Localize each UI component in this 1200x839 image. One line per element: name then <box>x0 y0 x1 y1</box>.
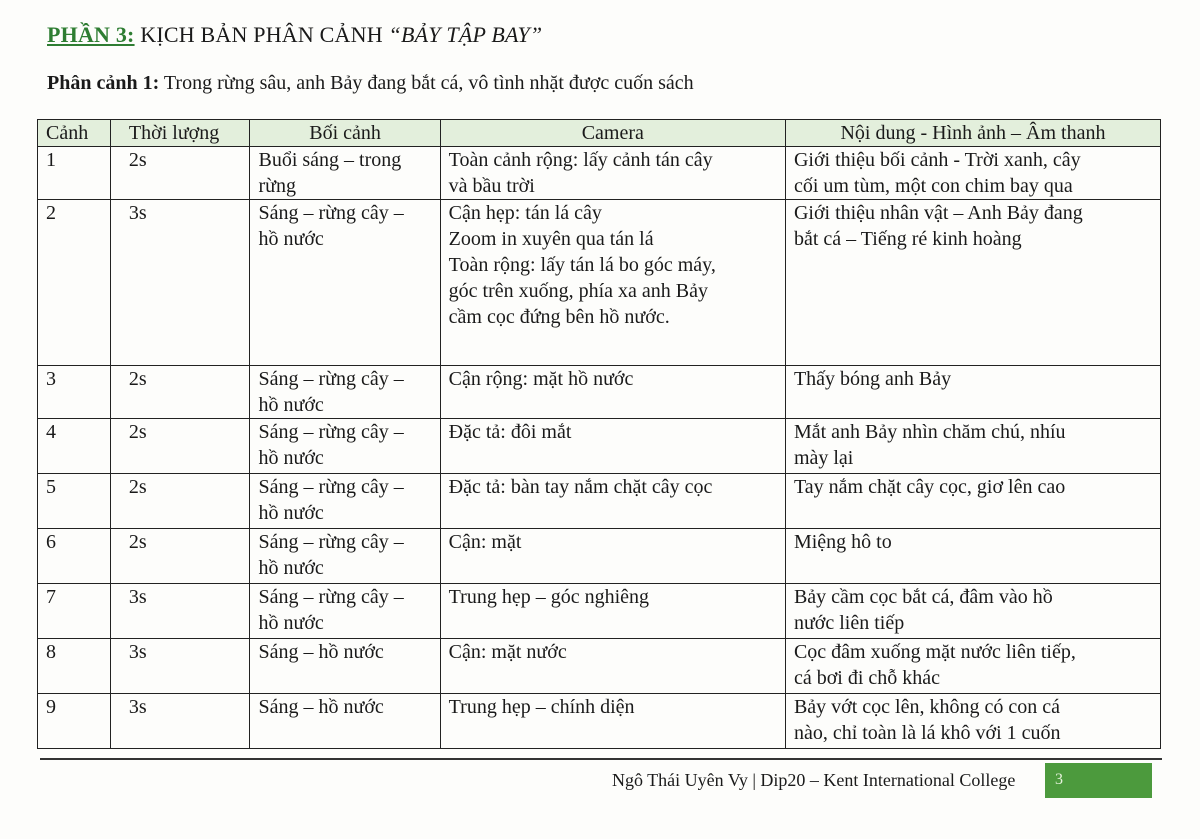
cell-duration: 2s <box>110 474 250 529</box>
page-number-badge: 3 <box>1045 763 1152 798</box>
cell-setting <box>250 584 440 639</box>
table-row <box>38 584 1161 639</box>
cell-scene: 4 <box>38 419 111 474</box>
column-header-duration: Thời lượng <box>110 120 250 147</box>
column-header-setting: Bối cảnh <box>250 120 440 147</box>
cell-scene: 7 <box>38 584 111 639</box>
cell-setting-line: hồ nước <box>258 612 324 634</box>
cell-camera-line: Đặc tả: bàn tay nắm chặt cây cọc <box>448 476 713 498</box>
cell-setting-line: Sáng – rừng cây – <box>258 421 404 443</box>
cell-camera <box>440 366 785 419</box>
cell-camera-line: cầm cọc đứng bên hồ nước. <box>448 306 670 328</box>
cell-content-line: mày lại <box>793 447 854 469</box>
cell-duration: 3s <box>110 584 250 639</box>
cell-content-line: Miệng hô to <box>793 531 892 553</box>
table-row <box>38 419 1161 474</box>
cell-setting <box>250 639 440 694</box>
cell-duration: 3s <box>110 639 250 694</box>
cell-content-line: bắt cá – Tiếng ré kinh hoàng <box>793 228 1022 250</box>
cell-setting <box>250 694 440 749</box>
cell-setting-line: hồ nước <box>258 394 324 416</box>
cell-setting-line: hồ nước <box>258 228 324 250</box>
cell-setting-line: Sáng – rừng cây – <box>258 476 404 498</box>
cell-content-line: Giới thiệu bối cảnh - Trời xanh, cây <box>793 149 1081 171</box>
cell-setting-line: hồ nước <box>258 557 324 579</box>
cell-content <box>785 474 1160 529</box>
column-header-content: Nội dung - Hình ảnh – Âm thanh <box>785 120 1160 147</box>
cell-setting-line: Sáng – rừng cây – <box>258 586 404 608</box>
cell-content-line: Bảy vớt cọc lên, không có con cá <box>793 696 1060 718</box>
cell-camera-line: Cận rộng: mặt hồ nước <box>448 368 634 390</box>
cell-content <box>785 147 1160 200</box>
cell-scene: 3 <box>38 366 111 419</box>
cell-setting-line: hồ nước <box>258 447 324 469</box>
cell-content-line: nào, chỉ toàn là lá khô với 1 cuốn <box>793 722 1061 744</box>
cell-scene: 6 <box>38 529 111 584</box>
cell-camera-line: và bầu trời <box>448 175 535 197</box>
cell-scene: 9 <box>38 694 111 749</box>
cell-camera-line: góc trên xuống, phía xa anh Bảy <box>448 280 709 302</box>
cell-camera <box>440 474 785 529</box>
cell-camera <box>440 147 785 200</box>
cell-content-line: Bảy cầm cọc bắt cá, đâm vào hồ <box>793 586 1053 608</box>
cell-setting-line: Sáng – rừng cây – <box>258 531 404 553</box>
cell-scene: 5 <box>38 474 111 529</box>
cell-setting-line: Sáng – hồ nước <box>258 696 384 718</box>
cell-setting <box>250 200 440 366</box>
cell-duration: 3s <box>110 200 250 366</box>
cell-content <box>785 694 1160 749</box>
cell-setting <box>250 366 440 419</box>
cell-camera-line: Toàn cảnh rộng: lấy cảnh tán cây <box>448 149 713 171</box>
cell-setting-line: Sáng – rừng cây – <box>258 202 404 224</box>
cell-camera-line: Cận: mặt nước <box>448 641 567 663</box>
table-row <box>38 474 1161 529</box>
cell-setting <box>250 474 440 529</box>
cell-camera-line: Trung hẹp – góc nghiêng <box>448 586 650 608</box>
cell-setting-line: Sáng – hồ nước <box>258 641 384 663</box>
cell-content-line: Cọc đâm xuống mặt nước liên tiếp, <box>793 641 1076 663</box>
cell-duration: 2s <box>110 147 250 200</box>
table-row <box>38 529 1161 584</box>
cell-camera-line: Toàn rộng: lấy tán lá bo góc máy, <box>448 254 716 276</box>
cell-content <box>785 639 1160 694</box>
cell-content <box>785 366 1160 419</box>
section-quote-title: “BẢY TẬP BAY” <box>388 22 543 47</box>
section-title: KỊCH BẢN PHÂN CẢNH <box>134 22 389 47</box>
cell-camera <box>440 200 785 366</box>
section-heading <box>47 22 542 48</box>
cell-camera <box>440 694 785 749</box>
cell-content-line: Tay nắm chặt cây cọc, giơ lên cao <box>793 476 1066 498</box>
table-row <box>38 639 1161 694</box>
scene-description: Trong rừng sâu, anh Bảy đang bắt cá, vô tình nhặt được cuốn sách <box>159 72 694 94</box>
footer-author: Ngô Thái Uyên Vy | Dip20 – Kent International College <box>612 770 1016 790</box>
cell-content-line: Giới thiệu nhân vật – Anh Bảy đang <box>793 202 1083 224</box>
cell-setting-line: rừng <box>258 175 296 197</box>
scene-label: Phân cảnh 1: <box>47 72 160 94</box>
table-row <box>38 366 1161 419</box>
storyboard-table <box>37 119 1161 749</box>
cell-camera-line: Zoom in xuyên qua tán lá <box>448 228 654 250</box>
table-row <box>38 147 1161 200</box>
cell-setting-line: hồ nước <box>258 502 324 524</box>
cell-content-line: nước liên tiếp <box>793 612 905 634</box>
table-row <box>38 200 1161 366</box>
cell-content <box>785 584 1160 639</box>
table-header-row <box>38 120 1161 147</box>
cell-duration: 3s <box>110 694 250 749</box>
cell-setting-line: Sáng – rừng cây – <box>258 368 404 390</box>
scene-subheading <box>47 72 694 95</box>
cell-camera-line: Cận: mặt <box>448 531 522 553</box>
cell-content-line: Mắt anh Bảy nhìn chăm chú, nhíu <box>793 421 1066 443</box>
cell-duration: 2s <box>110 366 250 419</box>
section-part-label: PHẦN 3: <box>47 22 135 47</box>
cell-content-line: cối um tùm, một con chim bay qua <box>793 175 1073 197</box>
cell-setting <box>250 419 440 474</box>
cell-content-line: Thấy bóng anh Bảy <box>793 368 952 390</box>
cell-content <box>785 419 1160 474</box>
cell-setting-line: Buổi sáng – trong <box>258 149 402 171</box>
cell-camera-line: Đặc tả: đôi mắt <box>448 421 572 443</box>
column-header-scene: Cảnh <box>38 120 111 147</box>
column-header-camera: Camera <box>440 120 785 147</box>
cell-scene: 1 <box>38 147 111 200</box>
cell-scene: 2 <box>38 200 111 366</box>
cell-setting <box>250 147 440 200</box>
cell-setting <box>250 529 440 584</box>
table-row <box>38 694 1161 749</box>
footer-divider <box>40 758 1162 760</box>
cell-camera <box>440 639 785 694</box>
cell-camera <box>440 419 785 474</box>
cell-camera <box>440 584 785 639</box>
cell-camera-line: Cận hẹp: tán lá cây <box>448 202 602 224</box>
cell-duration: 2s <box>110 419 250 474</box>
cell-content-line: cá bơi đi chỗ khác <box>793 667 941 689</box>
cell-scene: 8 <box>38 639 111 694</box>
cell-duration: 2s <box>110 529 250 584</box>
cell-camera <box>440 529 785 584</box>
cell-camera-line: Trung hẹp – chính diện <box>448 696 635 718</box>
cell-content <box>785 200 1160 366</box>
cell-content <box>785 529 1160 584</box>
